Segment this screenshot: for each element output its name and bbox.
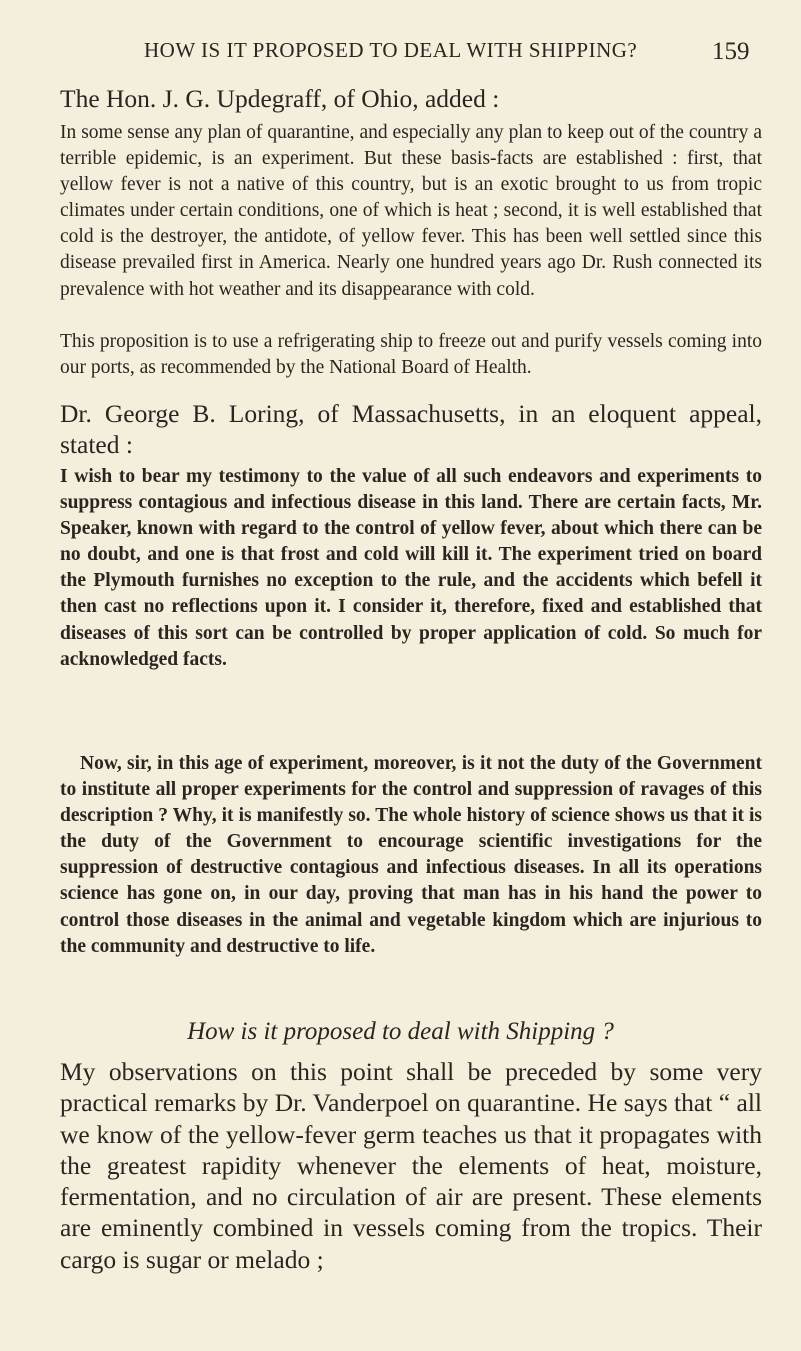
- updegraff-quote-paragraph-2: This proposition is to use a refrigerating ship to freeze out and purify vessels coming into our ports, as recommended by the National Board of Health.: [60, 331, 762, 379]
- loring-quote-paragraph-2: Now, sir, in this age of experiment, moreover, is it not the duty of the Government to institute all proper experiments for the control and suppression of ravages of this description ? Why, it is manifestly so. The whole history of science shows us that it is the duty of the Government to encourage scientific investigations for the suppression of destructive contagious and infectious diseases. In all its operations science has gone on, in our day, proving that man has in his hand the power to control those diseases in the animal and vegetable kingdom which are injurious to the community and destructive to life.: [60, 753, 762, 957]
- loring-quote-paragraph-1: I wish to bear my testimony to the value of all such endeavors and experiments to suppress contagious and infectious disease in this land. There are certain facts, Mr. Speaker, known with regard to the control of yellow fever, about which there can be no doubt, and one is that frost and cold will kill it. The experiment tried on board the Plymouth furnishes no exception to the rule, and the accidents which befell it then cast no reflections upon it. I consider it, therefore, fixed and established that diseases of this sort can be controlled by proper application of cold. So much for acknowledged facts.: [60, 466, 762, 670]
- loring-intro: Dr. George B. Loring, of Massachusetts, in an eloquent appeal, stated :: [60, 399, 762, 459]
- running-head: HOW IS IT PROPOSED TO DEAL WITH SHIPPING?: [144, 38, 638, 62]
- page-header: [0, 38, 801, 78]
- page-number: 159: [712, 38, 750, 65]
- section-heading: How is it proposed to deal with Shipping ?: [187, 1018, 614, 1045]
- body-paragraph: My observations on this point shall be preceded by some very practical remarks by Dr. Vanderpoel on quarantine. He says that “ all we know of the yellow-fever germ teaches us that it propagates with the greatest rapidity whenever the elements of heat, moisture, fermentation, and no circulation of air are present. These elements are eminently combined in vessels coming from the tropics. Their cargo is sugar or melado ;: [60, 1057, 762, 1274]
- updegraff-intro: The Hon. J. G. Updegraff, of Ohio, added :: [60, 84, 500, 113]
- updegraff-quote-paragraph-1: In some sense any plan of quarantine, and especially any plan to keep out of the country a terrible epidemic, is an experiment. But these basis-facts are established : first, that yellow fever is not a native of this country, but is an exotic brought to us from tropic climates under certain conditions, one of which is heat ; second, it is well established that cold is the destroyer, the antidote, of yellow fever. This has been well settled since this disease prevailed first in America. Nearly one hundred years ago Dr. Rush connected its prevalence with hot weather and its disappearance with cold.: [60, 122, 762, 300]
